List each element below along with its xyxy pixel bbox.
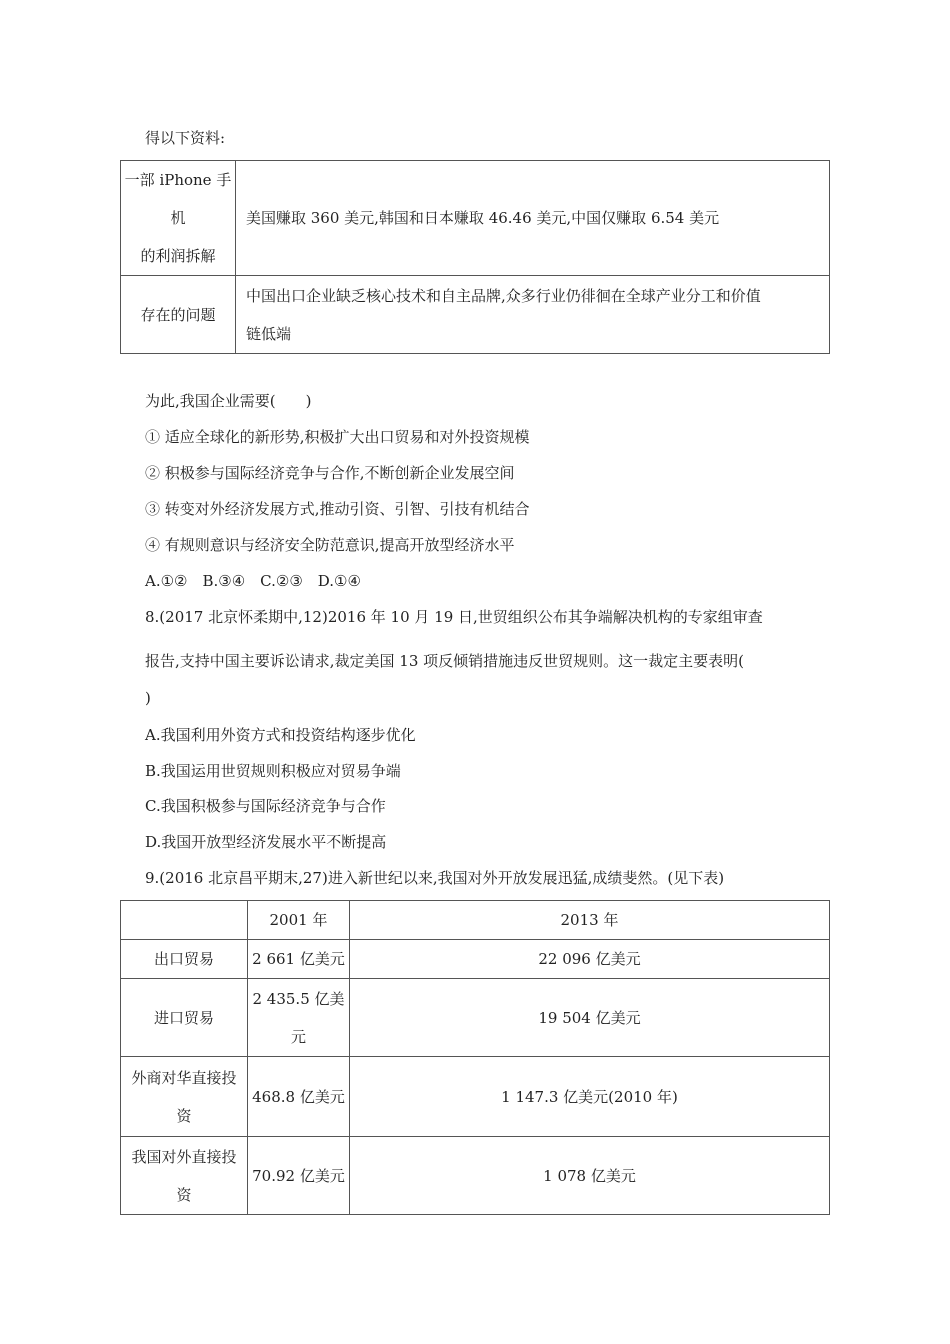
header-cell [121, 901, 248, 940]
value-2001 [248, 979, 350, 1057]
value-2001: 468.8 亿美元 [248, 1057, 350, 1137]
table-row [121, 940, 830, 979]
intro-text: 得以下资料: [145, 129, 226, 147]
statement-item: ① 适应全球化的新形势,积极扩大出口贸易和对外投资规模 [145, 428, 530, 446]
answer-option: B.我国运用世贸规则积极应对贸易争端 [145, 762, 401, 780]
row-label: 进口贸易 [121, 979, 248, 1057]
table-row [121, 1137, 830, 1215]
cell-text: 链低端 [246, 324, 292, 343]
statement-item: ② 积极参与国际经济竞争与合作,不断创新企业发展空间 [145, 464, 515, 482]
opening-up-table [120, 900, 830, 1215]
table-row [121, 276, 830, 354]
question-stem: 9.(2016 北京昌平期末,27)进入新世纪以来,我国对外开放发展迅猛,成绩斐然。(见下表) [145, 869, 725, 887]
question-stem: 为此,我国企业需要( ) [145, 392, 312, 410]
question-stem: 8.(2017 北京怀柔期中,12)2016 年 10 月 19 日,世贸组织公布其争端解决机构的专家组审查 [145, 608, 763, 626]
table-cell-label: 存在的问题 [121, 276, 236, 354]
answer-option: D.我国开放型经济发展水平不断提高 [145, 833, 387, 851]
answer-options: A.①② B.③④ C.②③ D.①④ [145, 572, 361, 590]
table-cell-label [121, 161, 236, 276]
table-cell-value: 美国赚取 360 美元,韩国和日本赚取 46.46 美元,中国仅赚取 6.54 美元 [236, 161, 830, 276]
cell-text: 我国对外直接投 [131, 1147, 237, 1166]
cell-text: 一部 iPhone 手 [124, 171, 232, 189]
table-cell-value [236, 276, 830, 354]
table-row [121, 1057, 830, 1137]
cell-text: 2 435.5 亿美 [252, 989, 345, 1008]
value-2013: 19 504 亿美元 [350, 979, 830, 1057]
value-2013: 1 078 亿美元 [350, 1137, 830, 1215]
table-row [121, 979, 830, 1057]
cell-text: 外商对华直接投 [131, 1068, 237, 1087]
answer-option: C.我国积极参与国际经济竞争与合作 [145, 797, 386, 815]
value-2001: 2 661 亿美元 [248, 940, 350, 979]
row-label [121, 1137, 248, 1215]
table-header-row [121, 901, 830, 940]
header-cell: 2013 年 [350, 901, 830, 940]
iphone-profit-table [120, 160, 830, 354]
statement-item: ④ 有规则意识与经济安全防范意识,提高开放型经济水平 [145, 536, 515, 554]
cell-text: 元 [290, 1027, 306, 1046]
cell-text: 机 [170, 209, 186, 227]
value-2013: 1 147.3 亿美元(2010 年) [350, 1057, 830, 1137]
question-stem: 报告,支持中国主要诉讼请求,裁定美国 13 项反倾销措施违反世贸规则。这一裁定主要表明( [145, 652, 745, 670]
row-label [121, 1057, 248, 1137]
header-cell: 2001 年 [248, 901, 350, 940]
value-2013: 22 096 亿美元 [350, 940, 830, 979]
cell-text: 的利润拆解 [140, 247, 216, 265]
table-row [121, 161, 830, 276]
statement-item: ③ 转变对外经济发展方式,推动引资、引智、引技有机结合 [145, 500, 530, 518]
question-stem: ) [145, 689, 151, 707]
cell-text: 中国出口企业缺乏核心技术和自主品牌,众多行业仍徘徊在全球产业分工和价值 [246, 286, 761, 305]
answer-option: A.我国利用外资方式和投资结构逐步优化 [145, 726, 416, 744]
value-2001: 70.92 亿美元 [248, 1137, 350, 1215]
cell-text: 资 [176, 1185, 192, 1204]
row-label: 出口贸易 [121, 940, 248, 979]
cell-text: 资 [176, 1106, 192, 1125]
